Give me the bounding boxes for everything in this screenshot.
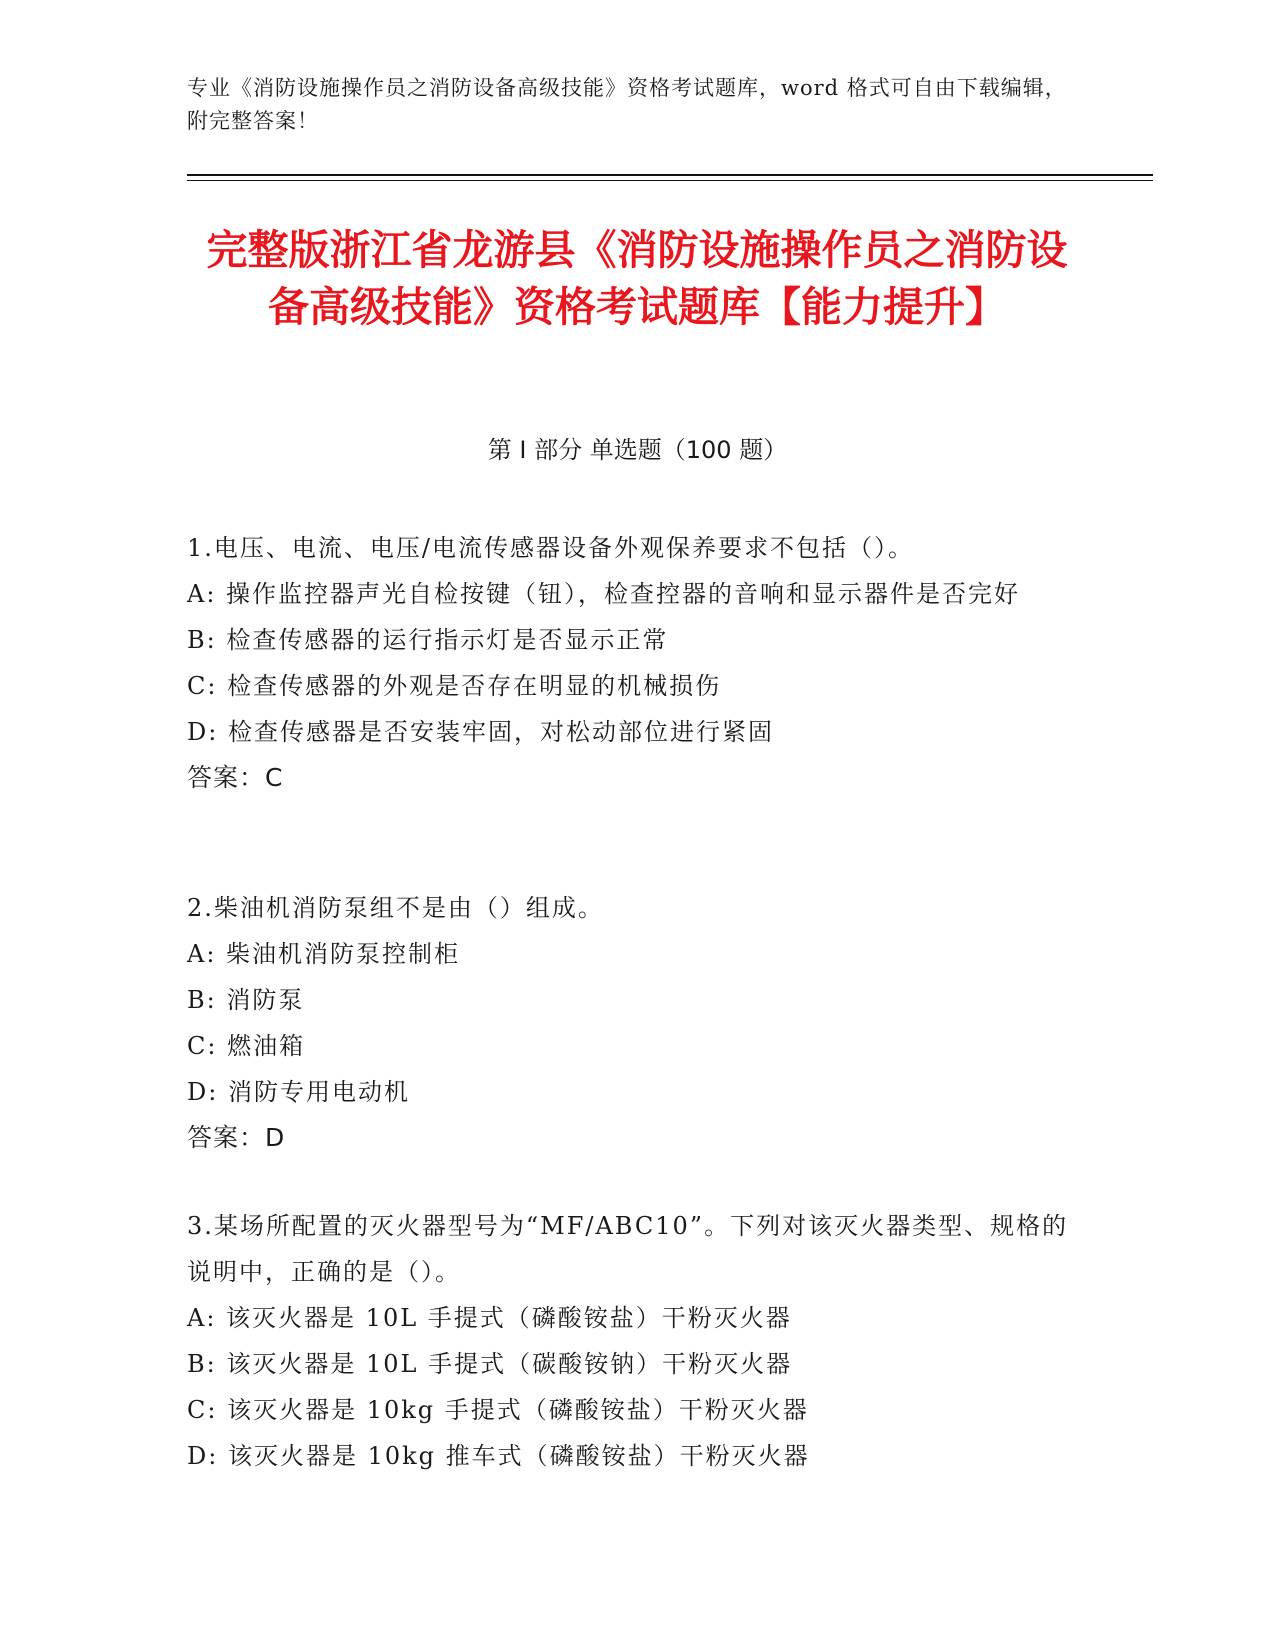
option-c: C: 该灭火器是 10kg 手提式（磷酸铵盐）干粉灭火器: [187, 1396, 809, 1424]
question-block: [187, 885, 1077, 1161]
option-b: B: 消防泵: [187, 986, 305, 1014]
option-d: D: 该灭火器是 10kg 推车式（磷酸铵盐）干粉灭火器: [187, 1442, 810, 1470]
option-c: C: 燃油箱: [187, 1032, 306, 1060]
option-b: B: 该灭火器是 10L 手提式（碳酸铵钠）干粉灭火器: [187, 1350, 793, 1378]
header-divider-thin: [187, 180, 1153, 181]
question-stem: 1.电压、电流、电压/电流传感器设备外观保养要求不包括（）。: [187, 534, 914, 562]
answer-line: 答案：C: [187, 763, 284, 792]
answer-line: 答案：D: [187, 1123, 286, 1152]
option-a: A: 操作监控器声光自检按键（钮），检查控器的音响和显示器件是否完好: [187, 580, 1021, 608]
option-d: D: 消防专用电动机: [187, 1078, 410, 1106]
header-note: 专业《消防设施操作员之消防设备高级技能》资格考试题库，word 格式可自由下载编辑，附完整答案！: [187, 76, 1067, 133]
option-d: D: 检查传感器是否安装牢固，对松动部位进行紧固: [187, 718, 774, 746]
option-a: A: 柴油机消防泵控制柜: [187, 940, 461, 968]
question-stem: 3.某场所配置的灭火器型号为“MF/ABC10”。下列对该灭火器类型、规格的说明中，正确的是（）。: [187, 1212, 1069, 1286]
header-divider-thick: [187, 174, 1153, 176]
question-stem: 2.柴油机消防泵组不是由（）组成。: [187, 894, 604, 922]
option-b: B: 检查传感器的运行指示灯是否显示正常: [187, 626, 669, 654]
document-title: 完整版浙江省龙游县《消防设施操作员之消防设备高级技能》资格考试题库【能力提升】: [206, 226, 1068, 331]
section-heading: 第 I 部分 单选题（100 题）: [487, 436, 788, 464]
option-c: C: 检查传感器的外观是否存在明显的机械损伤: [187, 672, 722, 700]
question-block: [187, 525, 1077, 801]
question-block: [187, 1203, 1077, 1479]
option-a: A: 该灭火器是 10L 手提式（磷酸铵盐）干粉灭火器: [187, 1304, 792, 1332]
